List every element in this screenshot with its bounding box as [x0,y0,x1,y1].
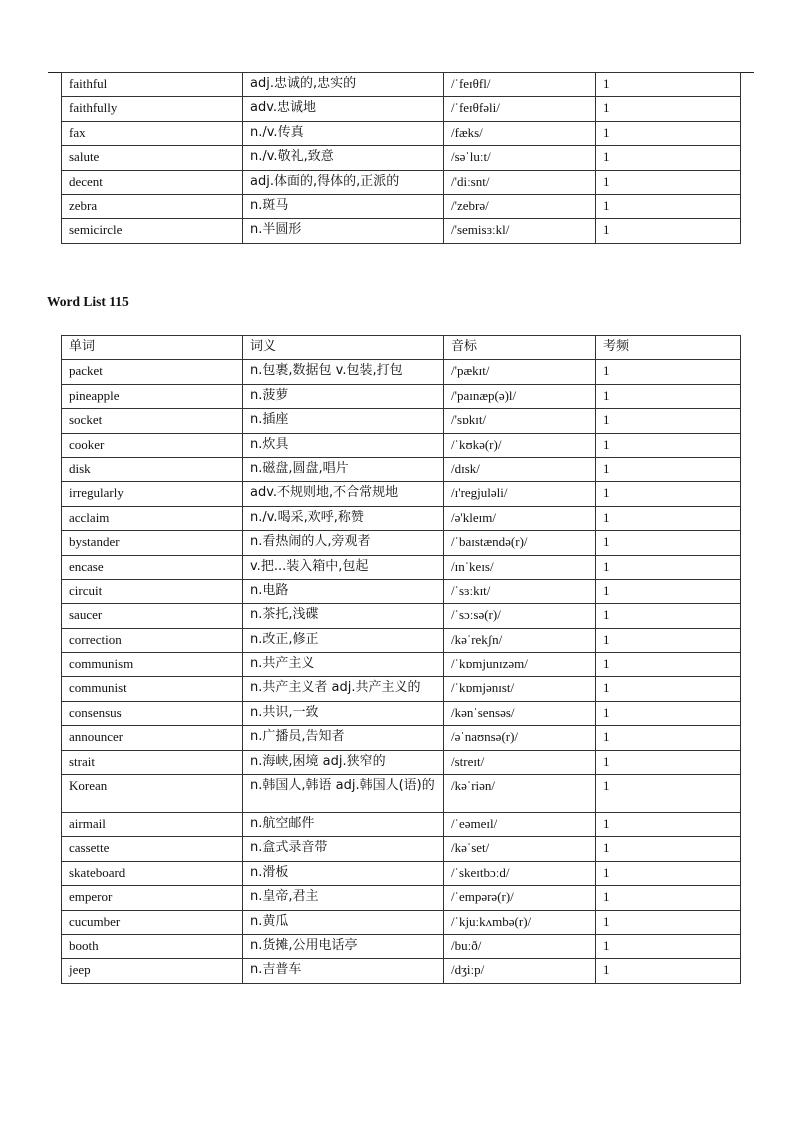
word-cell: pineapple [62,384,243,408]
table-row [62,146,741,170]
phonetic-cell: /kəˈrekʃn/ [444,628,596,652]
frequency-cell: 1 [596,482,741,506]
table-row [62,482,741,506]
table-row [62,653,741,677]
meaning-cell: n.海峡,困境 adj.狭窄的 [243,750,444,774]
meaning-cell: n.看热闹的人,旁观者 [243,531,444,555]
word-cell: decent [62,170,243,194]
table-row [62,219,741,243]
phonetic-cell: /'paɪnæp(ə)l/ [444,384,596,408]
table-row [62,384,741,408]
header-phonetic: 音标 [444,336,596,360]
meaning-cell: n.插座 [243,409,444,433]
word-cell: bystander [62,531,243,555]
table-row [62,506,741,530]
word-cell: consensus [62,701,243,725]
table-row [62,360,741,384]
frequency-cell: 1 [596,934,741,958]
frequency-cell: 1 [596,219,741,243]
table-row [62,457,741,481]
table-row [62,910,741,934]
phonetic-cell: /kənˈsensəs/ [444,701,596,725]
meaning-cell: n.共产主义者 adj.共产主义的 [243,677,444,701]
frequency-cell: 1 [596,531,741,555]
word-cell: strait [62,750,243,774]
word-cell: communism [62,653,243,677]
word-cell: jeep [62,959,243,983]
table-row [62,433,741,457]
frequency-cell: 1 [596,813,741,837]
meaning-cell: n.改正,修正 [243,628,444,652]
word-cell: semicircle [62,219,243,243]
meaning-cell: n.斑马 [243,194,444,218]
frequency-cell: 1 [596,750,741,774]
meaning-cell: n.共产主义 [243,653,444,677]
header-frequency: 考频 [596,336,741,360]
word-cell: faithful [62,73,243,97]
phonetic-cell: /dɪsk/ [444,457,596,481]
word-cell: booth [62,934,243,958]
meaning-cell: n./v.传真 [243,121,444,145]
word-cell: packet [62,360,243,384]
phonetic-cell: /ˈkɒmjunɪzəm/ [444,653,596,677]
phonetic-cell: /ˈsɔːsə(r)/ [444,604,596,628]
meaning-cell: n.盒式录音带 [243,837,444,861]
frequency-cell: 1 [596,170,741,194]
meaning-cell: adj.体面的,得体的,正派的 [243,170,444,194]
frequency-cell: 1 [596,726,741,750]
frequency-cell: 1 [596,194,741,218]
phonetic-cell: /ə'kleɪm/ [444,506,596,530]
table-row [62,726,741,750]
phonetic-cell: /kəˈset/ [444,837,596,861]
meaning-cell: n.包裹,数据包 v.包装,打包 [243,360,444,384]
table-header-row [62,336,741,360]
meaning-cell: n.茶托,浅碟 [243,604,444,628]
table-row [62,628,741,652]
word-cell: cucumber [62,910,243,934]
meaning-cell: n.半圆形 [243,219,444,243]
meaning-cell: n./v.喝采,欢呼,称赞 [243,506,444,530]
word-cell: zebra [62,194,243,218]
table-row [62,837,741,861]
phonetic-cell: /streɪt/ [444,750,596,774]
frequency-cell: 1 [596,653,741,677]
table-row [62,861,741,885]
frequency-cell: 1 [596,628,741,652]
phonetic-cell: /əˈnaʊnsə(r)/ [444,726,596,750]
table-row [62,579,741,603]
meaning-cell: n.韩国人,韩语 adj.韩国人(语)的 [243,775,444,813]
phonetic-cell: /səˈluːt/ [444,146,596,170]
frequency-cell: 1 [596,409,741,433]
frequency-cell: 1 [596,97,741,121]
meaning-cell: n./v.敬礼,致意 [243,146,444,170]
frequency-cell: 1 [596,677,741,701]
meaning-cell: n.磁盘,圆盘,唱片 [243,457,444,481]
word-table-115 [61,335,741,984]
word-cell: cassette [62,837,243,861]
phonetic-cell: /ˈkʊkə(r)/ [444,433,596,457]
table-row [62,775,741,813]
word-cell: emperor [62,886,243,910]
phonetic-cell: /ˈfeɪθfl/ [444,73,596,97]
phonetic-cell: /ɪnˈkeɪs/ [444,555,596,579]
meaning-cell: v.把...装入箱中,包起 [243,555,444,579]
meaning-cell: adj.忠诚的,忠实的 [243,73,444,97]
table-row [62,701,741,725]
meaning-cell: n.共识,一致 [243,701,444,725]
header-word: 单词 [62,336,243,360]
frequency-cell: 1 [596,959,741,983]
word-cell: faithfully [62,97,243,121]
frequency-cell: 1 [596,910,741,934]
word-cell: airmail [62,813,243,837]
frequency-cell: 1 [596,457,741,481]
phonetic-cell: /ɪ'regjuləli/ [444,482,596,506]
phonetic-cell: /ˈkjuːkʌmbə(r)/ [444,910,596,934]
phonetic-cell: /ˈskeɪtbɔːd/ [444,861,596,885]
meaning-cell: n.黄瓜 [243,910,444,934]
table-row [62,170,741,194]
frequency-cell: 1 [596,555,741,579]
phonetic-cell: /ˈkɒmjənɪst/ [444,677,596,701]
word-cell: correction [62,628,243,652]
word-cell: saucer [62,604,243,628]
table-row [62,531,741,555]
table-row [62,934,741,958]
meaning-cell: n.货摊,公用电话亭 [243,934,444,958]
word-cell: salute [62,146,243,170]
frequency-cell: 1 [596,433,741,457]
phonetic-cell: /fæks/ [444,121,596,145]
word-cell: disk [62,457,243,481]
table-row [62,677,741,701]
frequency-cell: 1 [596,701,741,725]
frequency-cell: 1 [596,73,741,97]
word-cell: acclaim [62,506,243,530]
phonetic-cell: /'semisɜːkl/ [444,219,596,243]
table-row [62,959,741,983]
phonetic-cell: /ˈsɜːkɪt/ [444,579,596,603]
meaning-cell: n.炊具 [243,433,444,457]
frequency-cell: 1 [596,506,741,530]
table-row [62,73,741,97]
phonetic-cell: /'sɒkɪt/ [444,409,596,433]
table-row [62,750,741,774]
phonetic-cell: /buːð/ [444,934,596,958]
frequency-cell: 1 [596,579,741,603]
frequency-cell: 1 [596,384,741,408]
meaning-cell: adv.忠诚地 [243,97,444,121]
frequency-cell: 1 [596,886,741,910]
table-row [62,409,741,433]
table-row [62,813,741,837]
frequency-cell: 1 [596,121,741,145]
table-row [62,604,741,628]
frequency-cell: 1 [596,604,741,628]
meaning-cell: n.吉普车 [243,959,444,983]
table-row [62,555,741,579]
word-cell: circuit [62,579,243,603]
table-row [62,121,741,145]
phonetic-cell: /dʒiːp/ [444,959,596,983]
word-cell: irregularly [62,482,243,506]
phonetic-cell: /'diːsnt/ [444,170,596,194]
phonetic-cell: /kəˈriən/ [444,775,596,813]
word-cell: encase [62,555,243,579]
phonetic-cell: /ˈeəmeɪl/ [444,813,596,837]
frequency-cell: 1 [596,360,741,384]
frequency-cell: 1 [596,861,741,885]
word-cell: socket [62,409,243,433]
table-row [62,886,741,910]
table-row [62,194,741,218]
meaning-cell: n.滑板 [243,861,444,885]
meaning-cell: n.皇帝,君主 [243,886,444,910]
word-cell: fax [62,121,243,145]
word-cell: cooker [62,433,243,457]
word-cell: announcer [62,726,243,750]
word-cell: skateboard [62,861,243,885]
phonetic-cell: /ˈempərə(r)/ [444,886,596,910]
meaning-cell: n.电路 [243,579,444,603]
word-cell: Korean [62,775,243,813]
meaning-cell: n.菠萝 [243,384,444,408]
phonetic-cell: /'zebrə/ [444,194,596,218]
header-meaning: 词义 [243,336,444,360]
meaning-cell: n.航空邮件 [243,813,444,837]
phonetic-cell: /ˈfeɪθfəli/ [444,97,596,121]
phonetic-cell: /'pækɪt/ [444,360,596,384]
table-row [62,97,741,121]
frequency-cell: 1 [596,775,741,813]
meaning-cell: n.广播员,告知者 [243,726,444,750]
meaning-cell: adv.不规则地,不合常规地 [243,482,444,506]
word-cell: communist [62,677,243,701]
frequency-cell: 1 [596,146,741,170]
frequency-cell: 1 [596,837,741,861]
section-heading: Word List 115 [47,294,129,309]
word-table-114 [61,72,741,244]
phonetic-cell: /ˈbaɪstændə(r)/ [444,531,596,555]
